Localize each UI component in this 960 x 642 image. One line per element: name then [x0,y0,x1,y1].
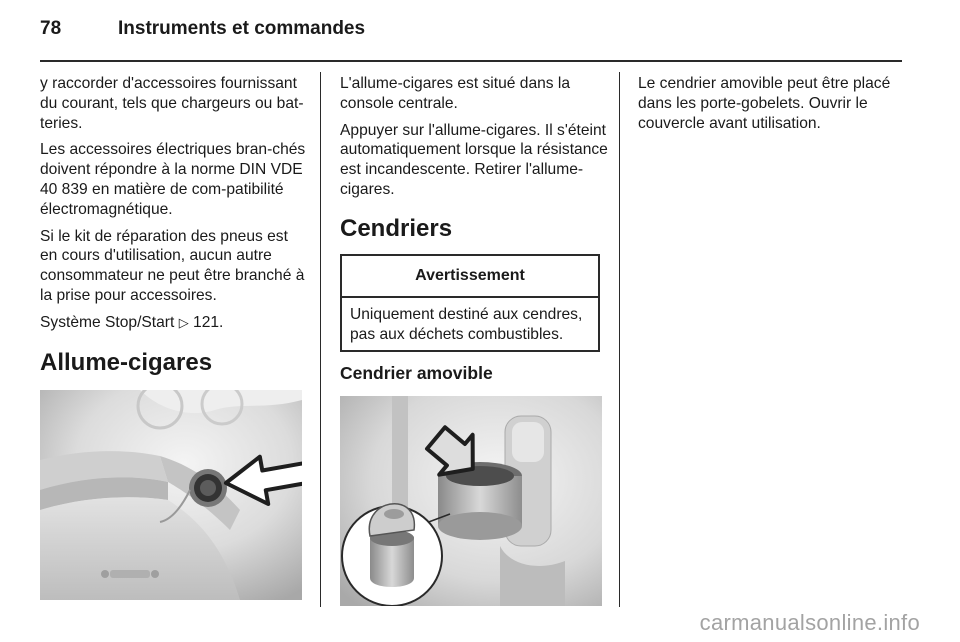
cross-reference[interactable] [40,313,306,334]
page-number: 78 [40,18,62,39]
paragraph: Appuyer sur l'allume-cigares. Il s'éteint automatiquement lorsque la résistance est incandescente. Retirer l'allume-cigares. [340,121,608,198]
paragraph: y raccorder d'accessoires fournissant du courant, tels que chargeurs ou bat-teries. [40,75,304,132]
column-divider-1 [320,72,321,607]
paragraph: Si le kit de réparation des pneus est en cours d'utilisation, aucun autre consommateur ne peut être branché à la prise pour accessoires. [40,227,305,304]
column-right [638,74,906,140]
paragraph: Les accessoires électriques bran-chés doivent répondre à la norme DIN VDE 40 839 en matière de com-patibilité électromagnétique. [40,141,306,218]
page-reference-icon: ▷ [178,315,189,331]
column-divider-2 [619,72,620,607]
section-heading-ashtrays: Cendriers [340,214,453,242]
warning-box [340,254,600,353]
paragraph: Le cendrier amovible peut être placé dans les porte-gobelets. Ouvrir le couvercle avant utilisation. [638,75,891,132]
page-title: Instruments et commandes [118,18,366,39]
column-middle [340,74,608,606]
warning-title: Avertissement [342,256,598,298]
section-heading-cigarette-lighter: Allume-cigares [40,348,213,376]
header-rule [40,60,902,62]
reference-page: 121. [193,313,224,331]
watermark: carmanualsonline.info [699,610,920,635]
paragraph: L'allume-cigares est situé dans la console centrale. [340,75,571,112]
warning-text: Uniquement destiné aux cendres, pas aux déchets combustibles. [350,305,583,343]
reference-text: Système Stop/Start [40,313,175,331]
subheading-removable-ashtray: Cendrier amovible [340,363,493,384]
cigarette-lighter-illustration [40,390,302,600]
column-left [40,74,306,600]
removable-ashtray-illustration [340,396,602,606]
